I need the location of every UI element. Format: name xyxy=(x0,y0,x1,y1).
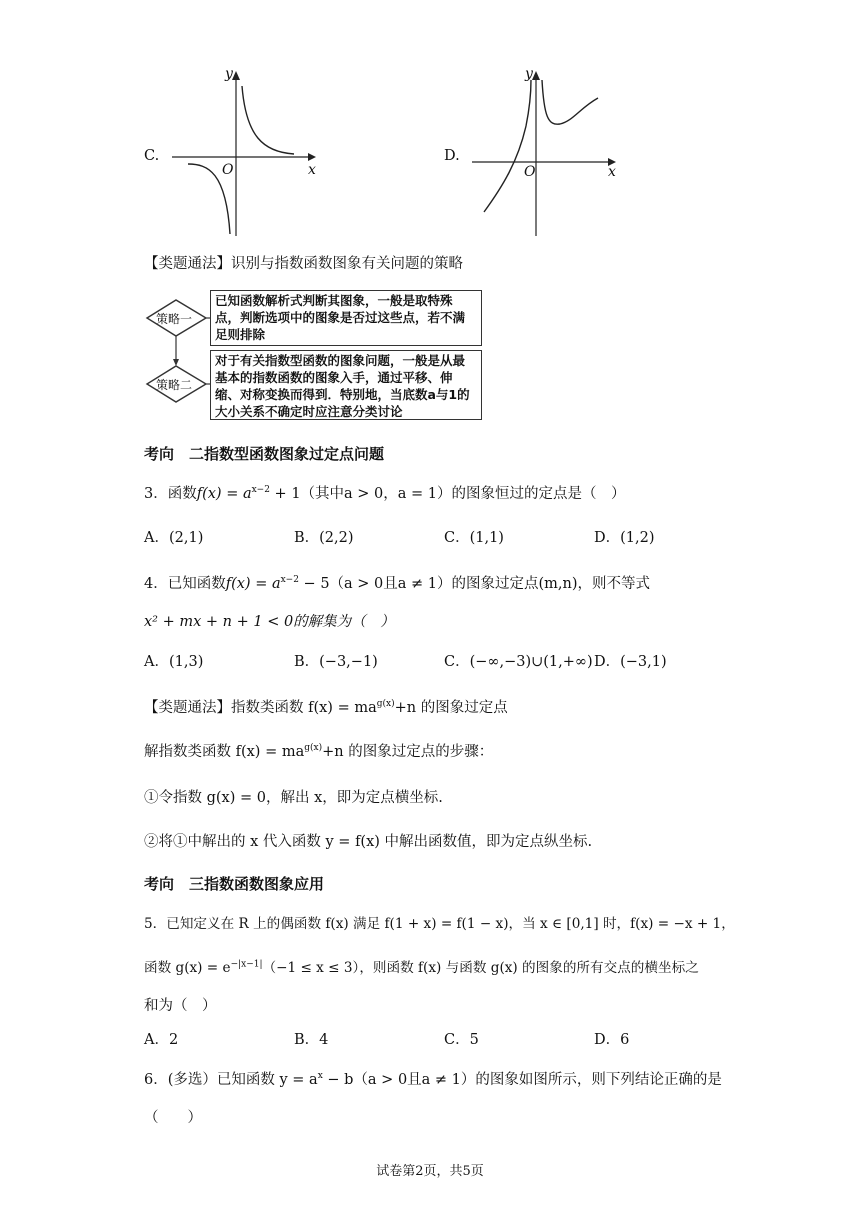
step-2: ②将①中解出的 x 代入函数 y = f(x) 中解出函数值，即为定点纵坐标. xyxy=(144,834,593,850)
tip-strategy-heading: 【类题通法】识别与指数函数图象有关问题的策略 xyxy=(144,256,463,272)
q3-function: f(x) = a xyxy=(196,486,252,502)
option-d-graph xyxy=(468,66,618,238)
q5-option-d: D．6 xyxy=(594,1032,630,1048)
steps-title-text: 解指数类函数 f(x) = ma xyxy=(144,744,305,760)
option-c-graph xyxy=(168,66,318,238)
q4-option-a: A．(1,3) xyxy=(144,654,204,670)
question-6-line-1 xyxy=(144,1070,722,1090)
y-axis-label: y xyxy=(225,66,233,82)
option-c-label: C. xyxy=(144,148,160,164)
strategy-2-box: 对于有关指数型函数的图象问题，一般是从最基本的指数函数的图象入手，通过平移、伸缩、对称变换而得到．特别地，当底数a与1的大小关系不确定时应注意分类讨论 xyxy=(210,350,482,420)
q5-option-c: C．5 xyxy=(444,1032,479,1048)
q3-option-d: D．(1,2) xyxy=(594,530,655,546)
y-axis-label: y xyxy=(525,66,533,82)
q6-text: 6．(多选）已知函数 y = a xyxy=(144,1072,318,1088)
section-heading-3: 考向 三指数函数图象应用 xyxy=(144,875,325,893)
question-5-line-1: 5．已知定义在 R 上的偶函数 f(x) 满足 f(1 + x) = f(1 − x)，当 x ∈ [0,1] 时，f(x) = −x + 1， xyxy=(144,916,735,932)
question-3-stem xyxy=(144,484,626,504)
page-footer: 试卷第2页，共5页 xyxy=(376,1164,484,1179)
q4-exponent: x−2 xyxy=(280,575,299,586)
tip2-text: 【类题通法】指数类函数 f(x) = ma xyxy=(144,700,377,716)
tip-fixed-point-heading xyxy=(144,698,508,718)
q3-option-a: A．(2,1) xyxy=(144,530,204,546)
q4-inequality: x² + mx + n + 1 < 0的解集为（ ） xyxy=(144,614,395,630)
q5-line2-tail: （−1 ≤ x ≤ 3），则函数 f(x) 与函数 g(x) 的图象的所有交点的横坐标之 xyxy=(262,960,699,976)
x-axis-label: x xyxy=(308,162,316,178)
tip2-exponent: g(x) xyxy=(376,699,395,710)
steps-title-exponent: g(x) xyxy=(304,743,323,754)
strategy-1-label: 策略一 xyxy=(156,312,193,326)
q6-text-tail: − b（a > 0且a ≠ 1）的图象如图所示，则下列结论正确的是 xyxy=(322,1072,722,1088)
q5-exponent: −|x−1| xyxy=(230,959,263,970)
q3-function-tail: + 1 xyxy=(269,486,301,502)
q4-function: f(x) = a xyxy=(225,576,281,592)
q3-number: 3．函数 xyxy=(144,486,197,502)
origin-label: O xyxy=(524,164,536,180)
q4-function-tail: − 5 xyxy=(298,576,330,592)
q4-option-b: B．(−3,−1) xyxy=(294,654,378,670)
q3-option-c: C．(1,1) xyxy=(444,530,504,546)
q5-option-a: A．2 xyxy=(144,1032,179,1048)
strategy-1-box: 已知函数解析式判断其图象，一般是取特殊点，判断选项中的图象是否过这些点，若不满足则排除 xyxy=(210,290,482,346)
tip2-tail: +n 的图象过定点 xyxy=(394,700,508,716)
q4-number: 4．已知函数 xyxy=(144,576,226,592)
question-5-line-2 xyxy=(144,958,699,978)
q4-stem-mid: （a > 0且a ≠ 1）的图象过定点(m,n)，则不等式 xyxy=(329,576,651,592)
origin-label: O xyxy=(222,162,234,178)
question-5-line-3: 和为（ ） xyxy=(144,998,217,1014)
steps-title-tail: +n 的图象过定点的步骤： xyxy=(322,744,494,760)
q4-option-d: D．(−3,1) xyxy=(594,654,667,670)
steps-title xyxy=(144,742,493,762)
q5-option-b: B．4 xyxy=(294,1032,329,1048)
q4-option-c: C．(−∞,−3)∪(1,+∞) xyxy=(444,654,593,670)
strategy-2-label: 策略二 xyxy=(156,378,193,392)
x-axis-label: x xyxy=(608,164,616,180)
option-d-label: D. xyxy=(444,148,460,164)
q3-option-b: B．(2,2) xyxy=(294,530,354,546)
q6-exponent: x xyxy=(317,1071,323,1082)
question-6-line-2: （ ） xyxy=(144,1110,202,1126)
strategy-flowchart xyxy=(144,290,484,420)
q3-exponent: x−2 xyxy=(251,485,270,496)
section-heading-2: 考向 二指数型函数图象过定点问题 xyxy=(144,445,385,463)
q5-g-func: 函数 g(x) = e xyxy=(144,960,231,976)
q3-stem-tail: （其中a > 0，a = 1）的图象恒过的定点是（ ） xyxy=(300,486,626,502)
step-1: ①令指数 g(x) = 0，解出 x，即为定点横坐标. xyxy=(144,790,443,806)
question-4-stem xyxy=(144,574,650,594)
